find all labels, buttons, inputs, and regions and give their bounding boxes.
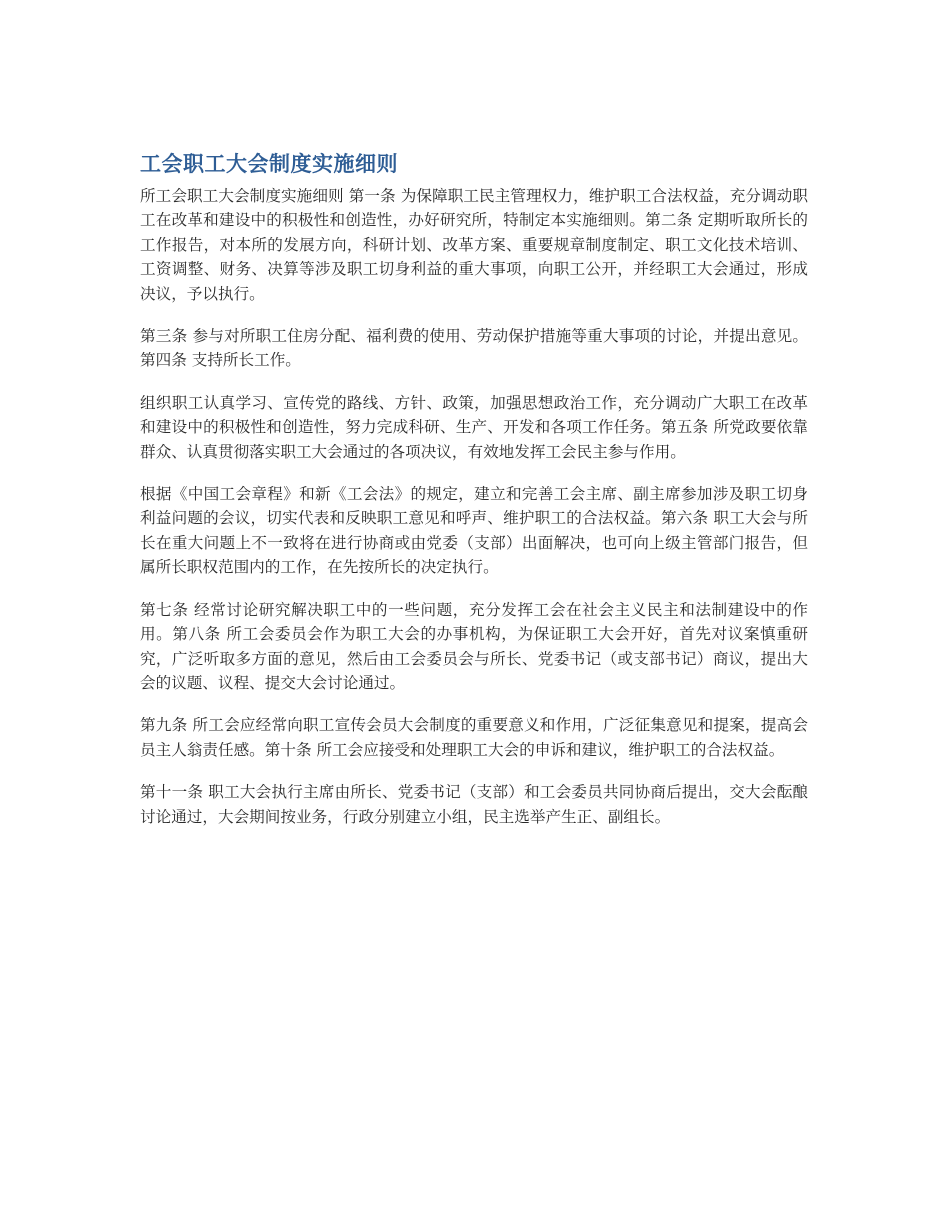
paragraph-1: 所工会职工大会制度实施细则 第一条 为保障职工民主管理权力，维护职工合法权益，充分调动职工在改革和建设中的积极性和创造性，办好研究所，特制定本实施细则。第二条 定期听取所长的工作报告，对本所的发展方向，科研计划、改革方案、重要规章制度制定、职工文化技术培训、工资调整、财务、决算等涉及职工切身利益的重大事项，向职工公开，并经职工大会通过，形成决议，予以执行。 <box>140 187 808 303</box>
paragraph-3: 组织职工认真学习、宣传党的路线、方针、政策，加强思想政治工作，充分调动广大职工在改革和建设中的积极性和创造性，努力完成科研、生产、开发和各项工作任务。第五条 所党政要依靠群众、认真贯彻落实职工大会通过的各项决议，有效地发挥工会民主参与作用。 <box>140 393 808 461</box>
document-title: 工会职工大会制度实施细则 <box>140 152 398 176</box>
paragraph-2: 第三条 参与对所职工住房分配、福利费的使用、劳动保护措施等重大事项的讨论，并提出意见。第四条 支持所长工作。 <box>140 327 808 370</box>
paragraph-5: 第七条 经常讨论研究解决职工中的一些问题，充分发挥工会在社会主义民主和法制建设中的作用。第八条 所工会委员会作为职工大会的办事机构，为保证职工大会开好，首先对议案慎重研究，广泛听取多方面的意见，然后由工会委员会与所长、党委书记（或支部书记）商议，提出大会的议题、议程、提交大会讨论通过。 <box>140 600 808 692</box>
paragraph-7: 第十一条 职工大会执行主席由所长、党委书记（支部）和工会委员共同协商后提出，交大会酝酿讨论通过，大会期间按业务，行政分别建立小组，民主选举产生正、副组长。 <box>140 783 808 826</box>
paragraph-6: 第九条 所工会应经常向职工宣传会员大会制度的重要意义和作用，广泛征集意见和提案，提高会员主人翁责任感。第十条 所工会应接受和处理职工大会的申诉和建议，维护职工的合法权益。 <box>140 716 808 759</box>
paragraph-4: 根据《中国工会章程》和新《工会法》的规定，建立和完善工会主席、副主席参加涉及职工切身利益问题的会议，切实代表和反映职工意见和呼声、维护职工的合法权益。第六条 职工大会与所长在重大问题上不一致将在进行协商或由党委（支部）出面解决，也可向上级主管部门报告，但属所长职权范围内的工作，在先按所长的决定执行。 <box>140 485 808 577</box>
document-page <box>140 148 808 847</box>
